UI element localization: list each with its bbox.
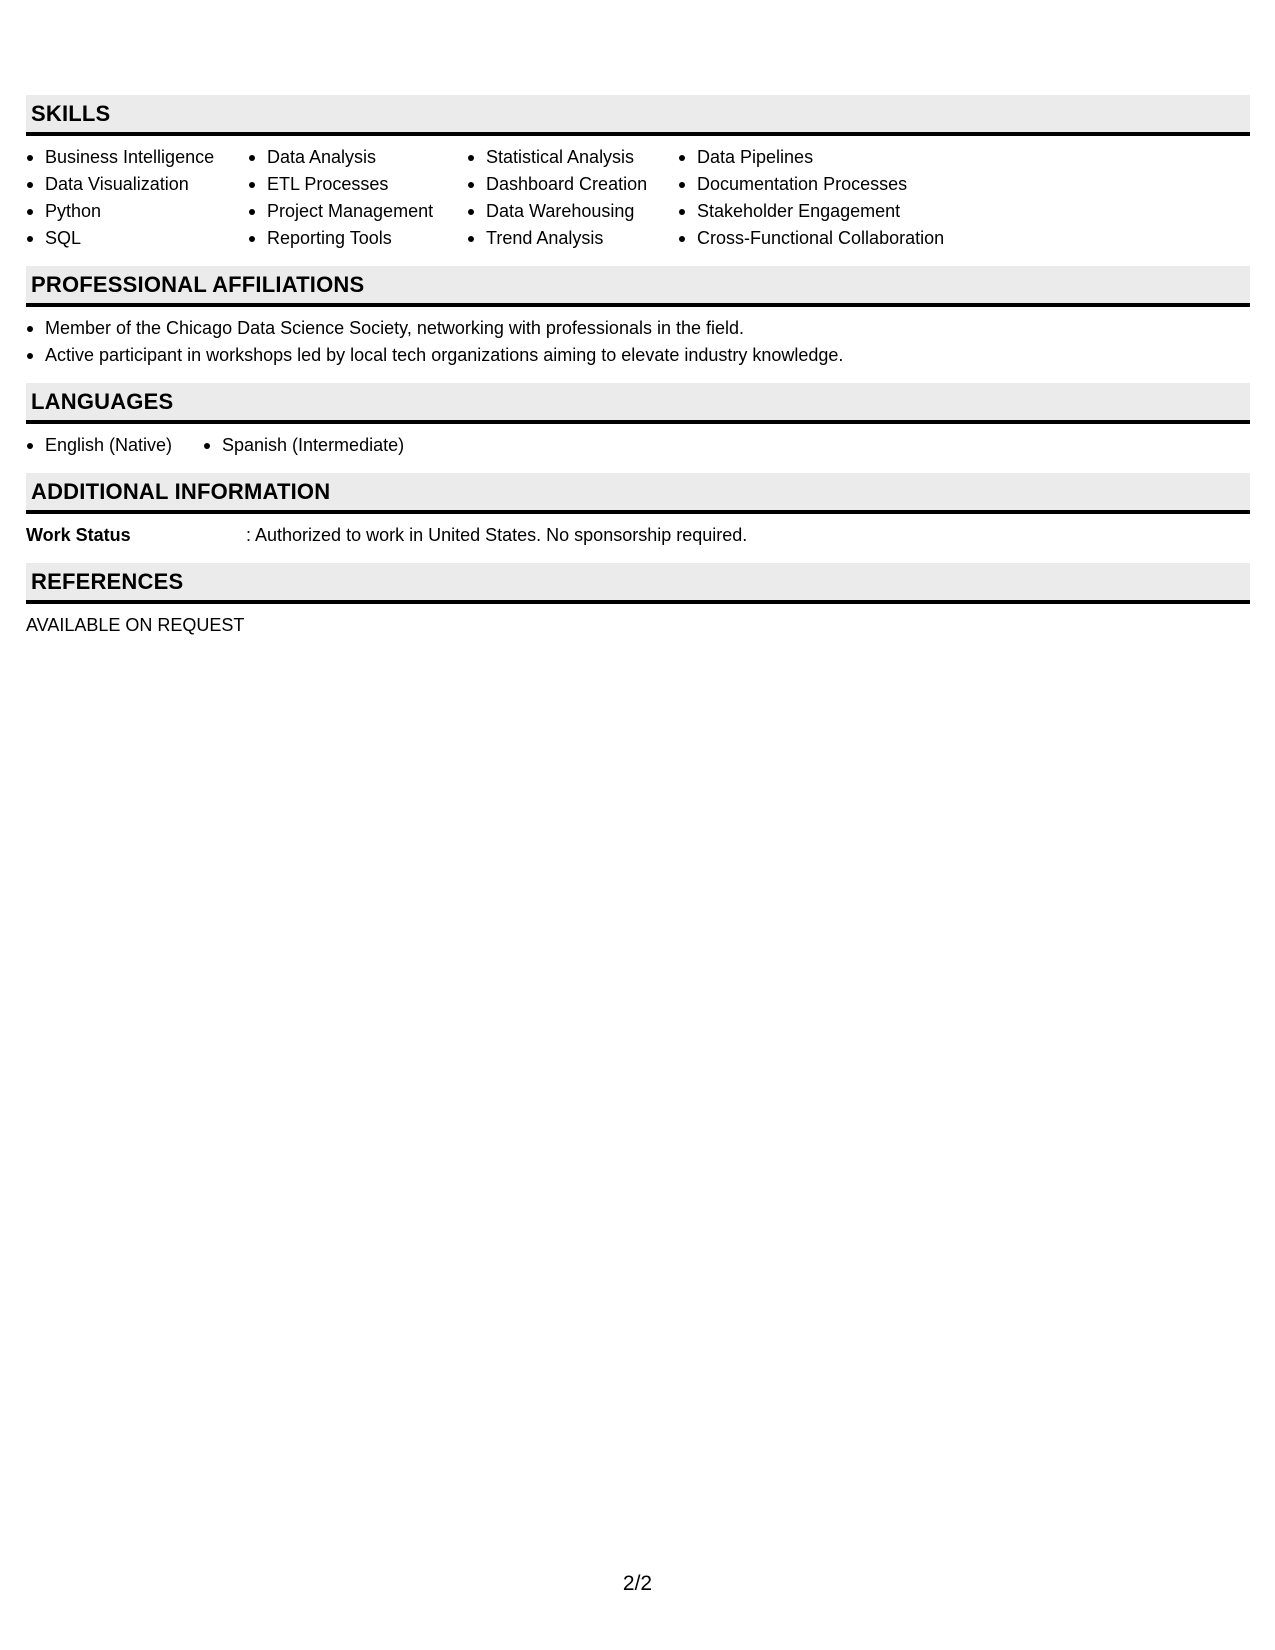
skill-item: Data Warehousing [467, 198, 678, 225]
skill-item: Business Intelligence [26, 144, 248, 171]
work-status-row [26, 522, 1250, 549]
section-title: ADDITIONAL INFORMATION [31, 478, 331, 504]
additional-info-section [26, 473, 1250, 563]
skills-section [26, 95, 1250, 266]
skill-item: Reporting Tools [248, 225, 467, 252]
additional-info-body [26, 514, 1250, 563]
affiliations-section [26, 266, 1250, 383]
skill-item: Python [26, 198, 248, 225]
skills-column [467, 144, 678, 252]
language-item: Spanish (Intermediate) [203, 432, 404, 459]
skill-item: Trend Analysis [467, 225, 678, 252]
languages-list [26, 432, 1250, 459]
skills-body [26, 136, 1250, 266]
additional-info-header [26, 473, 1250, 514]
skills-column [26, 144, 248, 252]
skill-item: ETL Processes [248, 171, 467, 198]
skill-item: Stakeholder Engagement [678, 198, 978, 225]
skills-grid [26, 144, 1250, 252]
skill-item: Project Management [248, 198, 467, 225]
resume-page [26, 95, 1250, 653]
skill-item: Dashboard Creation [467, 171, 678, 198]
work-status-label: Work Status [26, 525, 131, 545]
section-title: REFERENCES [31, 568, 184, 594]
skill-item: SQL [26, 225, 248, 252]
references-body [26, 604, 1250, 653]
skills-header [26, 95, 1250, 136]
references-section [26, 563, 1250, 653]
section-title: LANGUAGES [31, 388, 174, 414]
references-text: AVAILABLE ON REQUEST [26, 615, 245, 635]
affiliations-list [26, 315, 1250, 369]
skill-item: Data Pipelines [678, 144, 978, 171]
skill-item: Data Visualization [26, 171, 248, 198]
page-number: 2/2 [622, 1572, 653, 1595]
affiliation-item: Member of the Chicago Data Science Society, networking with professionals in the field. [26, 315, 1250, 342]
affiliations-body [26, 307, 1250, 383]
skill-item: Cross-Functional Collaboration [678, 225, 978, 252]
skill-item: Statistical Analysis [467, 144, 678, 171]
work-status-value: : Authorized to work in United States. No sponsorship required. [246, 525, 748, 545]
languages-header [26, 383, 1250, 424]
affiliations-header [26, 266, 1250, 307]
languages-body [26, 424, 1250, 473]
section-title: PROFESSIONAL AFFILIATIONS [31, 271, 365, 297]
languages-section [26, 383, 1250, 473]
language-item: English (Native) [26, 432, 203, 459]
skills-column [248, 144, 467, 252]
affiliation-item: Active participant in workshops led by local tech organizations aiming to elevate industry knowledge. [26, 342, 1250, 369]
references-header [26, 563, 1250, 604]
skills-column [678, 144, 978, 252]
section-title: SKILLS [31, 100, 111, 126]
skill-item: Documentation Processes [678, 171, 978, 198]
skill-item: Data Analysis [248, 144, 467, 171]
